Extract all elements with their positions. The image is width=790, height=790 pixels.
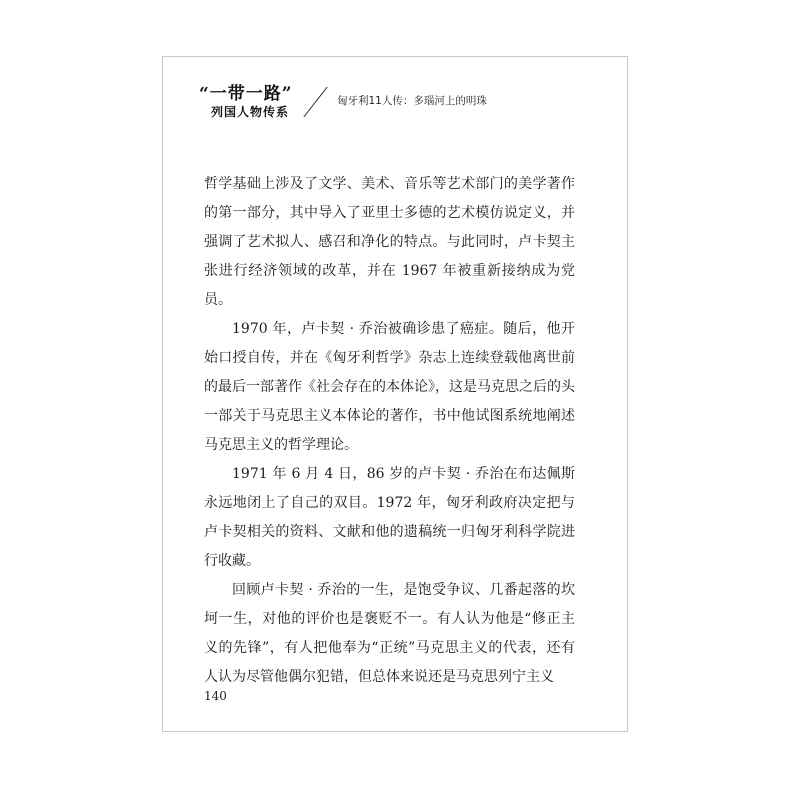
book-title: 匈牙利11人传：多瑙河上的明珠	[337, 95, 487, 107]
paragraph: 回顾卢卡契 · 乔治的一生，是饱受争议、几番起落的坎坷一生，对他的评价也是褒贬不一。有人认为他是“修正主义的先锋”，有人把他奉为“正统”马克思主义的代表，还有人认为尽管他偶尔犯错，但总体来说还是马克思列宁主义	[204, 582, 575, 685]
book-page	[162, 56, 628, 732]
paragraph: 哲学基础上涉及了文学、美术、音乐等艺术部门的美学著作的第一部分，其中导入了亚里士多德的艺术模仿说定义，并强调了艺术拟人、感召和净化的特点。与此同时，卢卡契主张进行经济领域的改革，并在 1967 年被重新接纳成为党员。	[204, 176, 575, 308]
paragraph: 1970 年，卢卡契 · 乔治被确诊患了癌症。随后，他开始口授自传，并在《匈牙利哲学》杂志上连续登载他离世前的最后一部著作《社会存在的本体论》，这是马克思之后的头一部关于马克思主义本体论的著作，书中他试图系统地阐述马克思主义的哲学理论。	[204, 321, 575, 453]
series-title: “一带一路”	[199, 84, 293, 104]
paragraph: 1971 年 6 月 4 日，86 岁的卢卡契 · 乔治在布达佩斯永远地闭上了自己的双目。1972 年，匈牙利政府决定把与卢卡契相关的资料、文献和他的遗稿统一归匈牙利科学院进行收藏。	[204, 466, 575, 569]
header-divider	[303, 87, 327, 118]
page-number: 140	[204, 689, 227, 703]
body-text	[204, 170, 575, 692]
series-subtitle: 列国人物传系	[211, 105, 290, 119]
